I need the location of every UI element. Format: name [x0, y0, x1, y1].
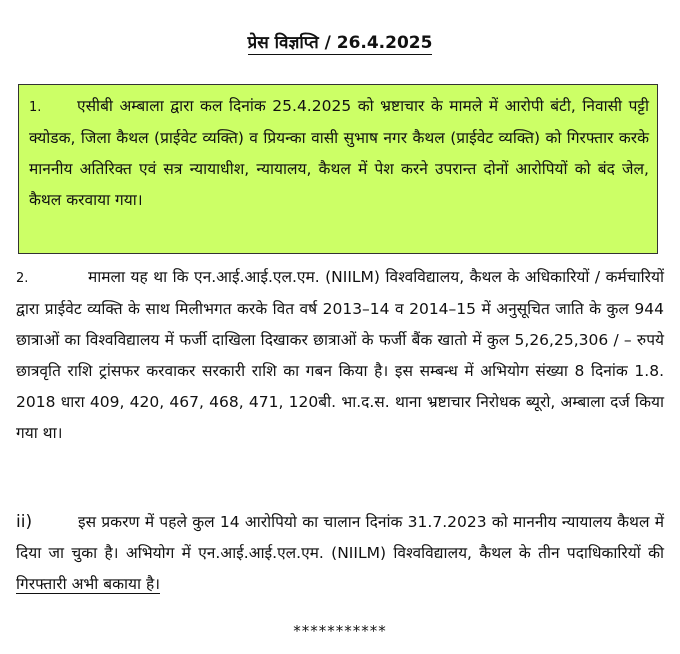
paragraph-1 — [29, 91, 649, 216]
paragraph-2-number: 2. — [16, 271, 29, 286]
paragraph-3-underlined-text: गिरफ्तारी अभी बकाया है। — [16, 575, 161, 593]
paragraph-3-number: ii) — [16, 512, 33, 532]
paragraph-3 — [16, 507, 664, 600]
paragraph-1-text: एसीबी अम्बाला द्वारा कल दिनांक 25.4.2025 को भ्रष्टाचार के मामले में आरोपी बंटी, निवासी पट्टी क्योडक, जिला कैथल (प्राईवेट व्यक्ति) व प्रियन्का वासी सुभाष नगर कैथल (प्राईवेट व्यक्ति) को गिरफ्तार करके माननीय अतिरिक्त एवं सत्र न्यायाधीश, न्यायालय, कैथल में पेश करने उपरान्त दोनों आरोपियों को बंद जेल, कैथल करवाया गया। — [29, 97, 649, 209]
paragraph-2 — [16, 262, 664, 449]
paragraph-2-text: मामला यह था कि एन.आई.आई.एल.एम. (NIILM) विश्वविद्यालय, कैथल के अधिकारियों / कर्मचारियों द्वारा प्राईवेट व्यक्ति के साथ मिलीभगत करके वित वर्ष 2013–14 व 2014–15 में अनुसूचित जाति के कुल 944 छात्राओं का विश्वविद्यालय में फर्जी दाखिला दिखाकर छात्राओं के फर्जी बैंक खातो में कुल 5,26,25,306 / – रुपये छात्रवृति राशि ट्रांसफर करवाकर सरकारी राशि का गबन किया है। इस सम्बन्ध में अभियोग संख्या 8 दिनांक 1.8. 2018 धारा 409, 420, 467, 468, 471, 120बी. भा.द.स. थाना भ्रष्टाचार निरोधक ब्यूरो, अम्बाला दर्ज किया गया था। — [16, 268, 664, 442]
paragraph-3-text: इस प्रकरण में पहले कुल 14 आरोपियो का चालान दिनांक 31.7.2023 को माननीय न्यायालय कैथल में दिया जा चुका है। अभियोग में एन.आई.आई.एल.एम. (NIILM) विश्वविद्यालय, कैथल के तीन पदाधिकारियों की — [16, 513, 664, 562]
paragraph-1-number: 1. — [29, 100, 42, 115]
highlighted-paragraph-box — [18, 84, 658, 254]
page-title — [0, 30, 680, 53]
title-text: प्रेस विज्ञप्ति / 26.4.2025 — [247, 33, 433, 53]
footer-stars: *********** — [293, 622, 387, 640]
